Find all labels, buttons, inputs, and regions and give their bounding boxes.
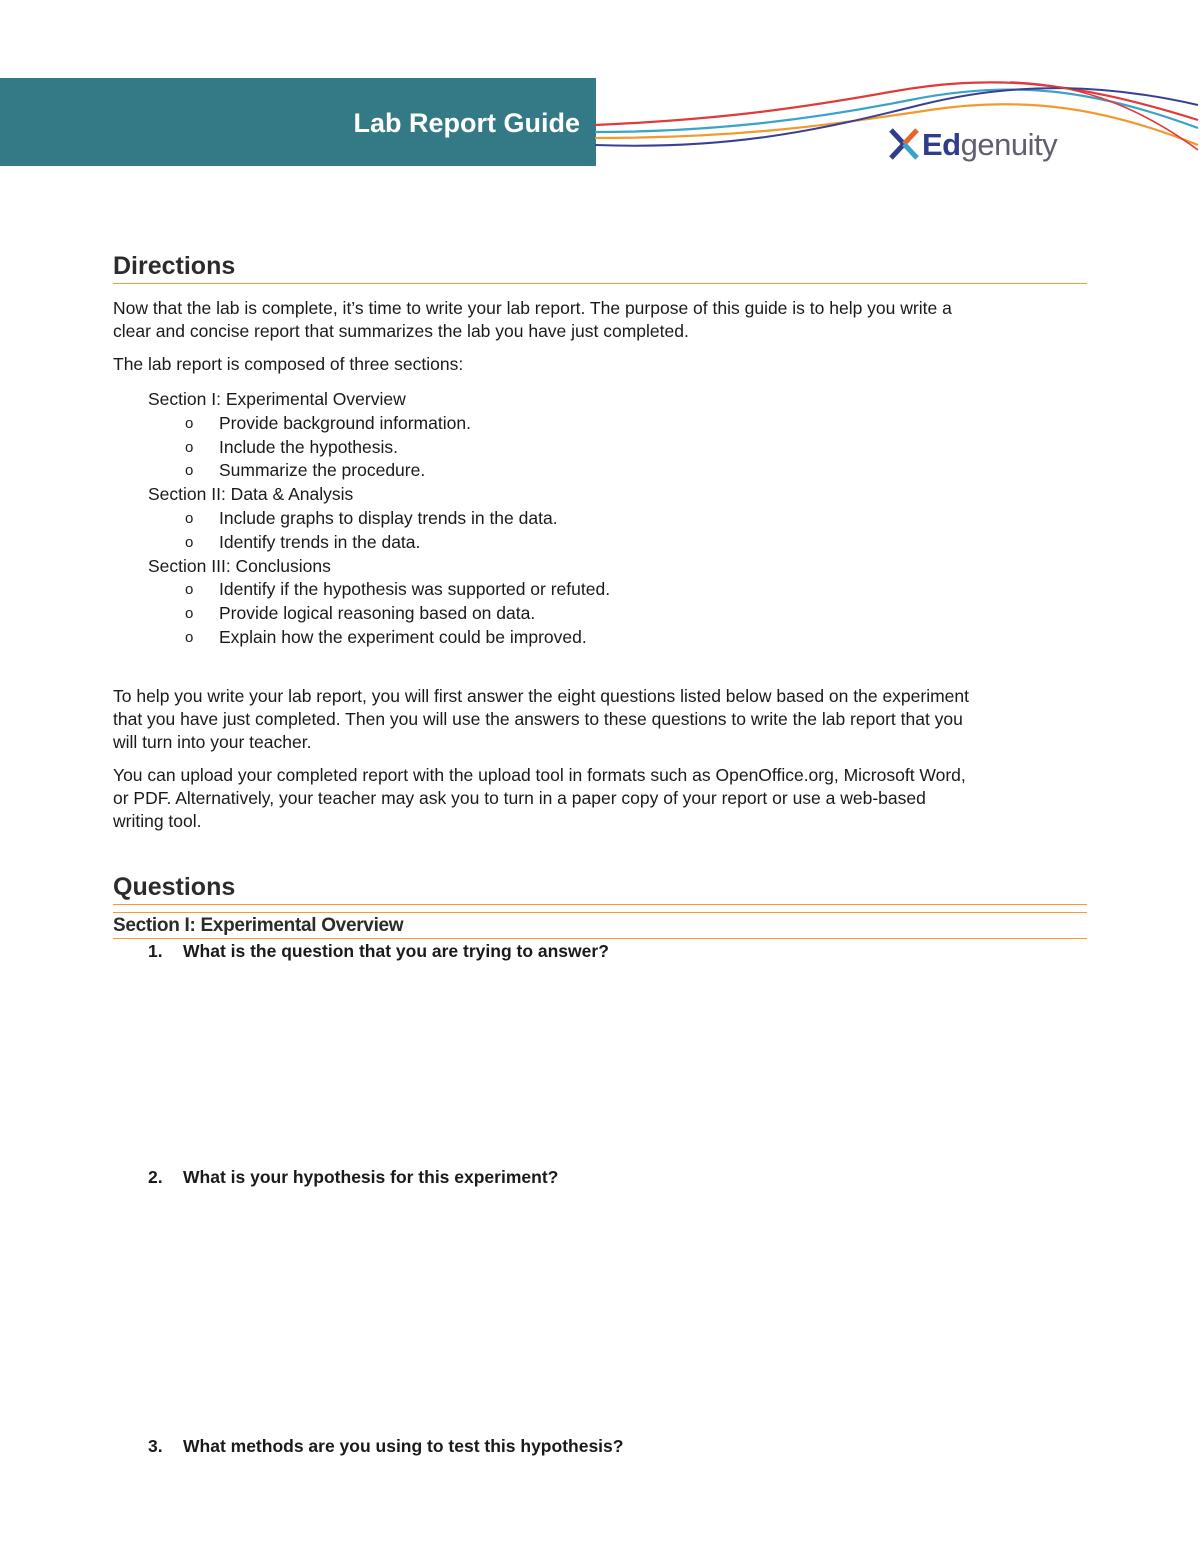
intro-paragraph: Now that the lab is complete, it’s time to write your lab report. The purpose of this guide is to help you write a clear and concise report that summarizes the lab you have just completed. — [113, 298, 952, 341]
title-banner — [0, 78, 596, 166]
outline-bullet: o Include the hypothesis. — [185, 436, 399, 457]
outline-section-3: Section III: Conclusions — [148, 555, 331, 576]
question-3: 3. What methods are you using to test this hypothesis? — [148, 1436, 624, 1456]
outline-bullet: o Include graphs to display trends in the data. — [185, 507, 558, 528]
logo-wordmark: Edgenuity — [922, 126, 1058, 162]
outline-bullet: o Identify trends in the data. — [185, 531, 421, 552]
upload-paragraph: You can upload your completed report with the upload tool in formats such as OpenOffice.org, Microsoft Word, or PDF. Alternatively, your teacher may ask you to turn in a paper copy of your report or use a web-based writing tool. — [113, 765, 966, 831]
composition-text: The lab report is composed of three sections: — [113, 354, 464, 374]
section-outline — [148, 388, 610, 650]
questions-heading: Questions — [113, 872, 1087, 905]
edgenuity-x-icon — [888, 126, 920, 162]
edgenuity-logo — [888, 122, 1057, 166]
outline-section-1: Section I: Experimental Overview — [148, 389, 406, 409]
outline-bullet: o Summarize the procedure. — [185, 460, 426, 481]
directions-heading: Directions — [113, 251, 1087, 284]
question-2: 2. What is your hypothesis for this experiment? — [148, 1167, 559, 1187]
outline-bullet: o Explain how the experiment could be improved. — [185, 626, 587, 647]
question-1: 1. What is the question that you are trying to answer? — [148, 941, 609, 961]
page-title: Lab Report Guide — [353, 108, 580, 138]
outline-bullet: o Identify if the hypothesis was supported or refuted. — [185, 579, 611, 600]
outline-section-2: Section II: Data & Analysis — [148, 484, 354, 505]
section-1-heading: Section I: Experimental Overview — [113, 912, 1087, 939]
outline-bullet: o Provide background information. — [185, 412, 471, 433]
outline-bullet: o Provide logical reasoning based on data. — [185, 603, 536, 624]
help-paragraph: To help you write your lab report, you will first answer the eight questions listed below based on the experiment that you have just completed. Then you will use the answers to these questions to write the lab report that you will turn into your teacher. — [113, 686, 970, 752]
